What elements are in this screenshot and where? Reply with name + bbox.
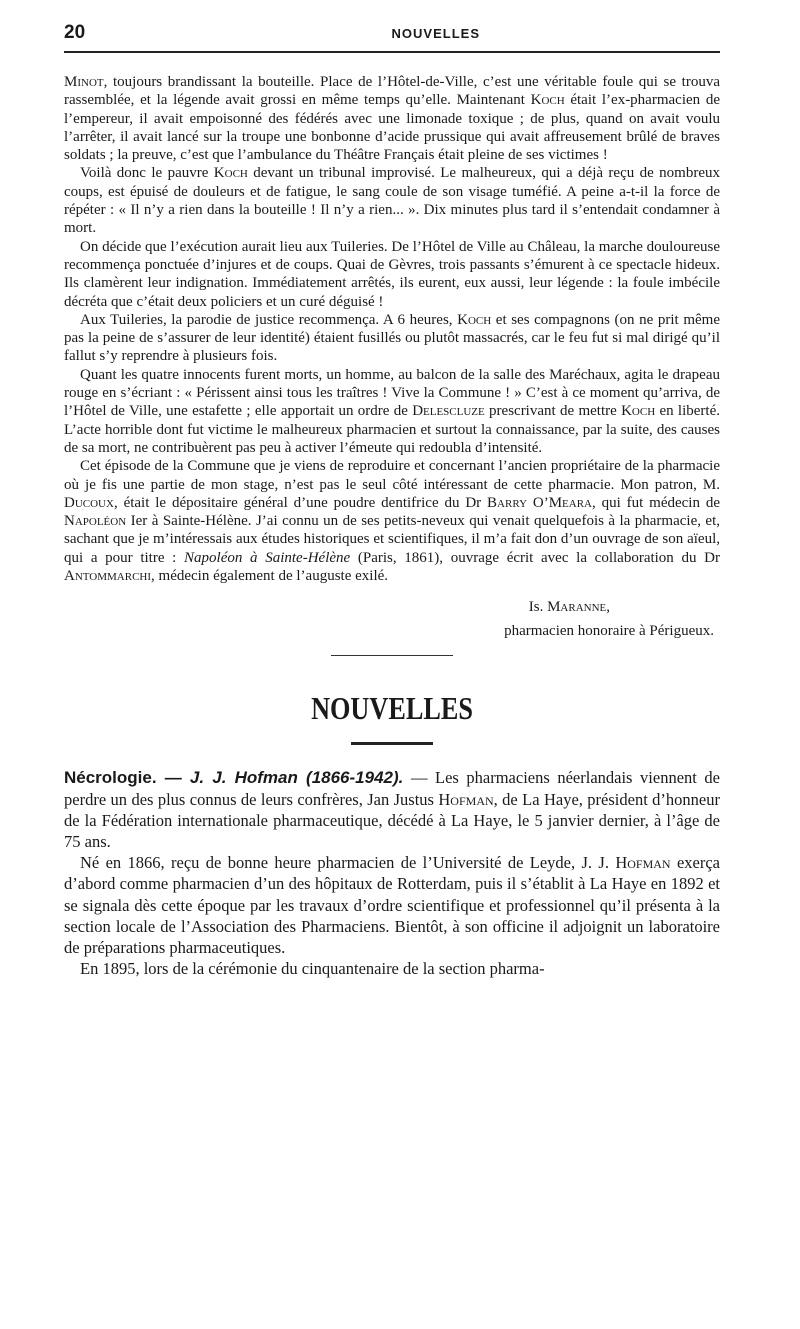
paragraph (64, 311, 720, 366)
text-run: devant un tribunal improvisé. Le malheureux, qui a déjà reçu de nombreux coups, est épuisé de douleurs et de fatigue, le sang coule de son visage tuméfié. A peine a-t-il la force de répéter : « Il n’y a rien dans la bouteille ! Il n’y a rien... ». Dix minutes plus tard il s’entendait condamner à mort. (64, 165, 721, 237)
running-title: NOUVELLES (391, 26, 480, 41)
text-run: exerça d’abord comme pharmacien d’un des hôpitaux de Rotterdam, puis il s’établit à La Haye en 1892 et se signala dès cette époque par les travaux d’ordre scientifique et professionnel qu’il présenta à la section locale de l’Association des Pharmaciens. Bientôt, à son officine il adjoignit un laboratoire de préparations pharmaceutiques. (64, 853, 720, 957)
text-run: Ier à Sainte-Hélène. J’ai connu un de ses petits-neveux qui venait quelquefois à la pharmacie, et, sachant que je m’intéressais aux études historiques et scientifiques, il m’a fait don d’un ouvrage de son aïeul, qui a pour titre : (64, 513, 720, 566)
text-run: Né en 1866, reçu de bonne heure pharmacien de l’Université de Leyde, J. J. (80, 853, 616, 873)
text-run: , était le dépositaire général d’une poudre dentifrice du Dr (113, 494, 488, 511)
text-run: prescrivant de mettre (484, 403, 622, 420)
article-commune (64, 73, 720, 643)
person-name: Delescluze (412, 403, 485, 420)
obituary-heading: J. J. Hofman (1866-1942). (189, 768, 404, 788)
paragraph: En 1895, lors de la cérémonie du cinquantenaire de la section pharma- (80, 959, 545, 979)
signature-role: pharmacien honoraire à Périgueux. (504, 623, 714, 640)
text-run: , médecin également de l’auguste exilé. (151, 568, 389, 585)
text-run: Quant les quatre innocents furent morts, un homme, au balcon de la salle des Maréchaux, agita le drapeau rouge en s’écriant : « Périssent ainsi tous les traîtres ! Vive la Commune ! » C’est à ce moment qu’arriva, de l’Hôtel de Ville, une estafette ; elle apportait un ordre de (64, 366, 720, 420)
person-name: Barry O’Meara (487, 494, 592, 511)
text-run: en liberté. L’acte horrible dont fut victime le malheureux pharmacien et surtout la connaissance, par la suite, des causes de sa mort, ne contribuèrent pas peu à activer l’émeute qui redoubla d’intensité. (64, 403, 720, 456)
person-name: Koch (213, 165, 248, 182)
text-run: , de La Haye, président d’honneur de la Fédération internationale pharmaceutique, décédé à La Haye, le 5 janvier dernier, à l’âge de 75 ans. (64, 789, 720, 851)
article-necrologie (64, 767, 720, 979)
section-title-underline (351, 742, 433, 745)
page-number: 20 (64, 22, 86, 43)
paragraph (64, 366, 720, 457)
paragraph (64, 852, 720, 958)
text-run: Cet épisode de la Commune que je viens de reproduire et concernant l’ancien propriétaire de la pharmacie où je fis une partie de mon stage, n’est pas le seul côté intéressant de cette pharmacie. Mon patron, M. (64, 458, 720, 493)
text-run: Voilà donc le pauvre (80, 165, 214, 182)
section-title: NOUVELLES (311, 690, 473, 727)
paragraph: On décide que l’exécution aurait lieu aux Tuileries. De l’Hôtel de Ville au Châleau, la marche douloureuse recommença ponctuée d’injures et de coups. Quai de Gèvres, trois passants s’émurent à ce spectacle hideux. Ils clamèrent leur indignation. Immédiatement arrêtés, ils eurent, eux aussi, leur légende : la foule imbécile décréta que c’était deux policiers et un curé déguisé ! (64, 238, 720, 310)
person-name: Antommarchi (64, 568, 152, 585)
text-run: Les pharmaciens néerlandais viennent de perdre un des plus connus de leurs confrères, Jan Justus (64, 768, 720, 809)
signature-initial: Is. (528, 599, 548, 616)
page (64, 22, 720, 979)
signature-comma: , (606, 599, 610, 616)
paragraph (64, 457, 720, 585)
text-run: , toujours brandissant la bouteille. Place de l’Hôtel-de-Ville, c’est une véritable foule qui se trouva rassemblée, et la légende avait grossi en même temps qu’elle. Maintenant (64, 74, 720, 109)
page-header (64, 22, 720, 53)
text-run: Aux Tuileries, la parodie de justice recommença. A 6 heures, (80, 311, 458, 328)
paragraph (64, 767, 720, 852)
paragraph (64, 73, 720, 164)
signature-name (64, 595, 720, 619)
person-name: Hofman (438, 789, 494, 809)
person-name: Napoléon (64, 513, 127, 530)
divider-rule (331, 655, 453, 656)
signature (64, 595, 720, 643)
text-run: (Paris, 1861), ouvrage écrit avec la collaboration du Dr (350, 549, 720, 566)
person-name: Hofman (615, 853, 671, 873)
text-run: et ses compagnons (on ne prit même pas la peine de s’assurer de leur identité) étaient fusillés ou plutôt massacrés, car le feu fut si mal dirigé qu’il fallut s’y reprendre à plusieurs fois. (64, 311, 720, 365)
book-title: Napoléon à Sainte-Hélène (184, 549, 351, 566)
person-name: Koch (457, 311, 492, 328)
text-run: était l’ex-pharmacien de l’empereur, il avait empoisonné des fédérés avec une limonade toxique ; de plus, quand on avait voulu l’arrêter, il avait lancé sur la troupe une bonbonne d’acide prussique qui avait affreusement brûlé de braves soldats ; la preuve, c’est que l’ambulance du Théâtre Français était pleine de ses victimes ! (64, 92, 720, 164)
text-run: , qui fut médecin de (591, 494, 720, 511)
paragraph (64, 164, 720, 237)
text-run: — (403, 768, 436, 788)
person-name: Koch (530, 92, 565, 109)
person-name: Minot (64, 74, 104, 90)
person-name: Koch (621, 403, 656, 420)
person-name: Ducoux (64, 494, 114, 511)
rubric-label: Nécrologie. — (64, 768, 190, 788)
author-name: Maranne (547, 599, 607, 616)
